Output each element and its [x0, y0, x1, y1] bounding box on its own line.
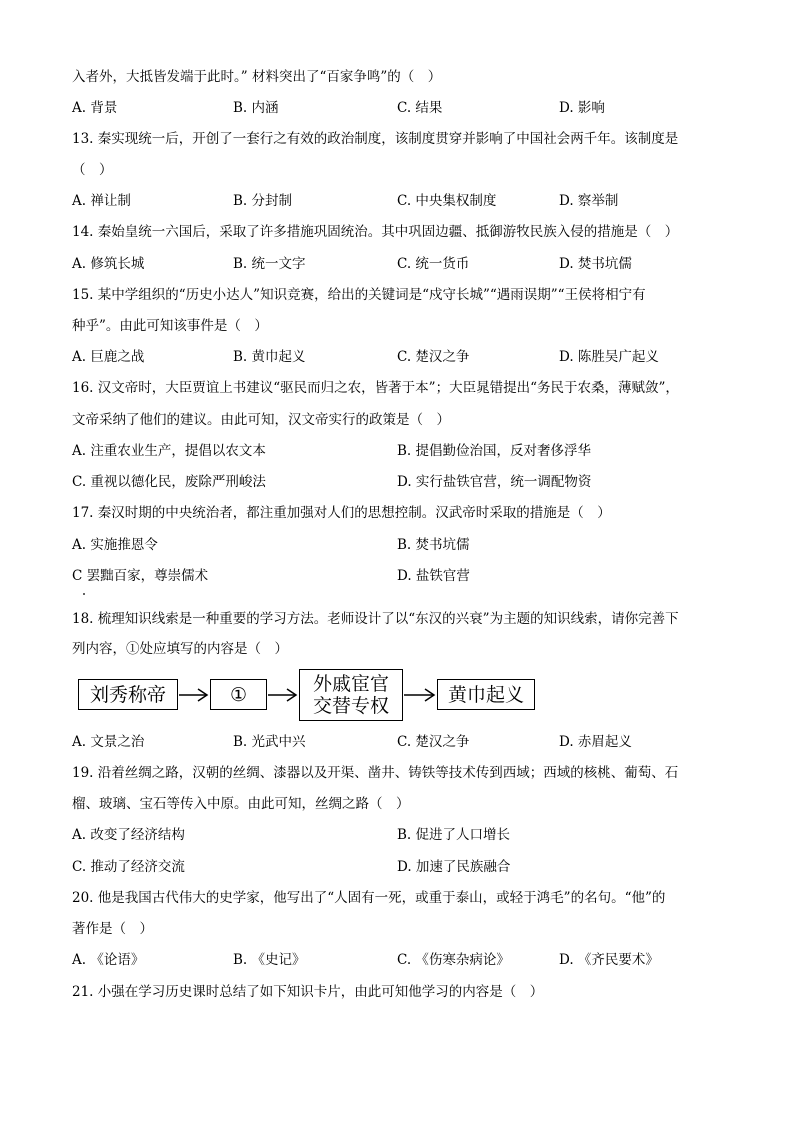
question-12-text: 入者外，大抵皆发端于此时。” 材料突出了“百家争鸣”的（ ） [72, 69, 442, 85]
q20-option-c[interactable]: C. 《伤寒杂病论》 [397, 952, 510, 968]
q15-option-c[interactable]: C. 楚汉之争 [397, 349, 470, 365]
flow-box-liu-xiu: 刘秀称帝 [78, 679, 178, 710]
question-13-text: 13. 秦实现统一后，开创了一套行之有效的政治制度，该制度贯穿并影响了中国社会两千年。该制度是 [72, 131, 679, 147]
flow-arrow-2 [267, 686, 299, 704]
question-14-text: 14. 秦始皇统一六国后，采取了许多措施巩固统治。其中巩固边疆、抵御游牧民族入侵的措施是（ ） [72, 224, 679, 240]
q17-option-a[interactable]: A. 实施推恩令 [72, 537, 158, 553]
q14-option-b[interactable]: B. 统一文字 [233, 256, 306, 272]
q15-option-a[interactable]: A. 巨鹿之战 [72, 349, 145, 365]
flow-box-blank-1[interactable]: ① [210, 679, 267, 710]
flow-box-consorts-eunuchs [299, 669, 403, 721]
q19-option-a[interactable]: A. 改变了经济结构 [72, 827, 185, 843]
q16-option-a[interactable]: A. 注重农业生产，提倡以农文本 [72, 443, 266, 459]
flow-arrow-3 [403, 686, 437, 704]
q14-option-c[interactable]: C. 统一货币 [397, 256, 470, 272]
question-17-text: 17. 秦汉时期的中央统治者，都注重加强对人们的思想控制。汉武帝时采取的措施是（ ） [72, 505, 611, 521]
q20-option-b[interactable]: B. 《史记》 [233, 952, 306, 968]
question-16-text-cont: 文帝采纳了他们的建议。由此可知，汉文帝实行的政策是（ ） [72, 412, 450, 428]
question-20-text: 20. 他是我国古代伟大的史学家，他写出了“人固有一死，或重于泰山，或轻于鸿毛”的名句。“他”的 [72, 890, 666, 906]
q18-option-d[interactable]: D. 赤眉起义 [559, 734, 632, 750]
q13-option-d[interactable]: D. 察举制 [559, 193, 619, 209]
q12-option-d[interactable]: D. 影响 [559, 100, 605, 116]
q20-option-d[interactable]: D. 《齐民要术》 [559, 952, 659, 968]
q13-option-a[interactable]: A. 禅让制 [72, 193, 131, 209]
question-20-text-cont: 著作是（ ） [72, 921, 153, 937]
q19-option-c[interactable]: C. 推动了经济交流 [72, 859, 185, 875]
q18-option-a[interactable]: A. 文景之治 [72, 734, 145, 750]
question-19-text: 19. 沿着丝绸之路，汉朝的丝绸、漆器以及开渠、凿井、铸铁等技术传到西域；西域的核桃、葡萄、石 [72, 765, 679, 781]
q17-option-c[interactable]: C 罢黜百家，尊崇儒术 [72, 568, 209, 584]
q20-option-a[interactable]: A. 《论语》 [72, 952, 145, 968]
question-18-text: 18. 梳理知识线索是一种重要的学习方法。老师设计了以“东汉的兴衰”为主题的知识线索，请你完善下 [72, 611, 679, 627]
q14-option-a[interactable]: A. 修筑长城 [72, 256, 145, 272]
q13-option-c[interactable]: C. 中央集权制度 [397, 193, 497, 209]
q16-option-c[interactable]: C. 重视以德化民，废除严刑峻法 [72, 474, 266, 490]
q19-option-d[interactable]: D. 加速了民族融合 [397, 859, 511, 875]
q18-option-c[interactable]: C. 楚汉之争 [397, 734, 470, 750]
q14-option-d[interactable]: D. 焚书坑儒 [559, 256, 632, 272]
flow-arrow-1 [178, 686, 210, 704]
q17-option-d[interactable]: D. 盐铁官营 [397, 568, 470, 584]
question-18-text-cont: 列内容，①处应填写的内容是（ ） [72, 641, 288, 657]
q12-option-a[interactable]: A. 背景 [72, 100, 118, 116]
question-13-text-cont: （ ） [72, 162, 113, 178]
question-15-text-cont: 种乎”。由此可知该事件是（ ） [72, 318, 268, 334]
q15-option-b[interactable]: B. 黄巾起义 [233, 349, 306, 365]
q12-option-c[interactable]: C. 结果 [397, 100, 443, 116]
flow-box-line-2: 交替专权 [312, 695, 389, 717]
flow-box-line-1: 外戚宦官 [312, 673, 389, 695]
question-21-text: 21. 小强在学习历史课时总结了如下知识卡片，由此可知他学习的内容是（ ） [72, 984, 544, 1000]
q18-option-b[interactable]: B. 光武中兴 [233, 734, 306, 750]
q16-option-b[interactable]: B. 提倡勤俭治国，反对奢侈浮华 [397, 443, 592, 459]
q15-option-d[interactable]: D. 陈胜吴广起义 [559, 349, 659, 365]
flow-box-yellow-turban: 黄巾起义 [437, 679, 535, 710]
question-16-text: 16. 汉文帝时，大臣贾谊上书建议“驱民而归之农，皆著于本”；大臣晁错提出“务民于农桑，薄赋敛”， [72, 380, 679, 396]
q13-option-b[interactable]: B. 分封制 [233, 193, 293, 209]
question-15-text: 15. 某中学组织的“历史小达人”知识竞赛，给出的关键词是“戍守长城”“遇雨误期”“王侯将相宁有 [72, 287, 646, 303]
q19-option-b[interactable]: B. 促进了人口增长 [397, 827, 511, 843]
q12-option-b[interactable]: B. 内涵 [233, 100, 279, 116]
q17-option-b[interactable]: B. 焚书坑儒 [397, 537, 470, 553]
question-19-text-cont: 榴、玻璃、宝石等传入中原。由此可知，丝绸之路（ ） [72, 796, 410, 812]
q16-option-d[interactable]: D. 实行盐铁官营，统一调配物资 [397, 474, 592, 490]
stray-dot-mark [83, 593, 85, 595]
